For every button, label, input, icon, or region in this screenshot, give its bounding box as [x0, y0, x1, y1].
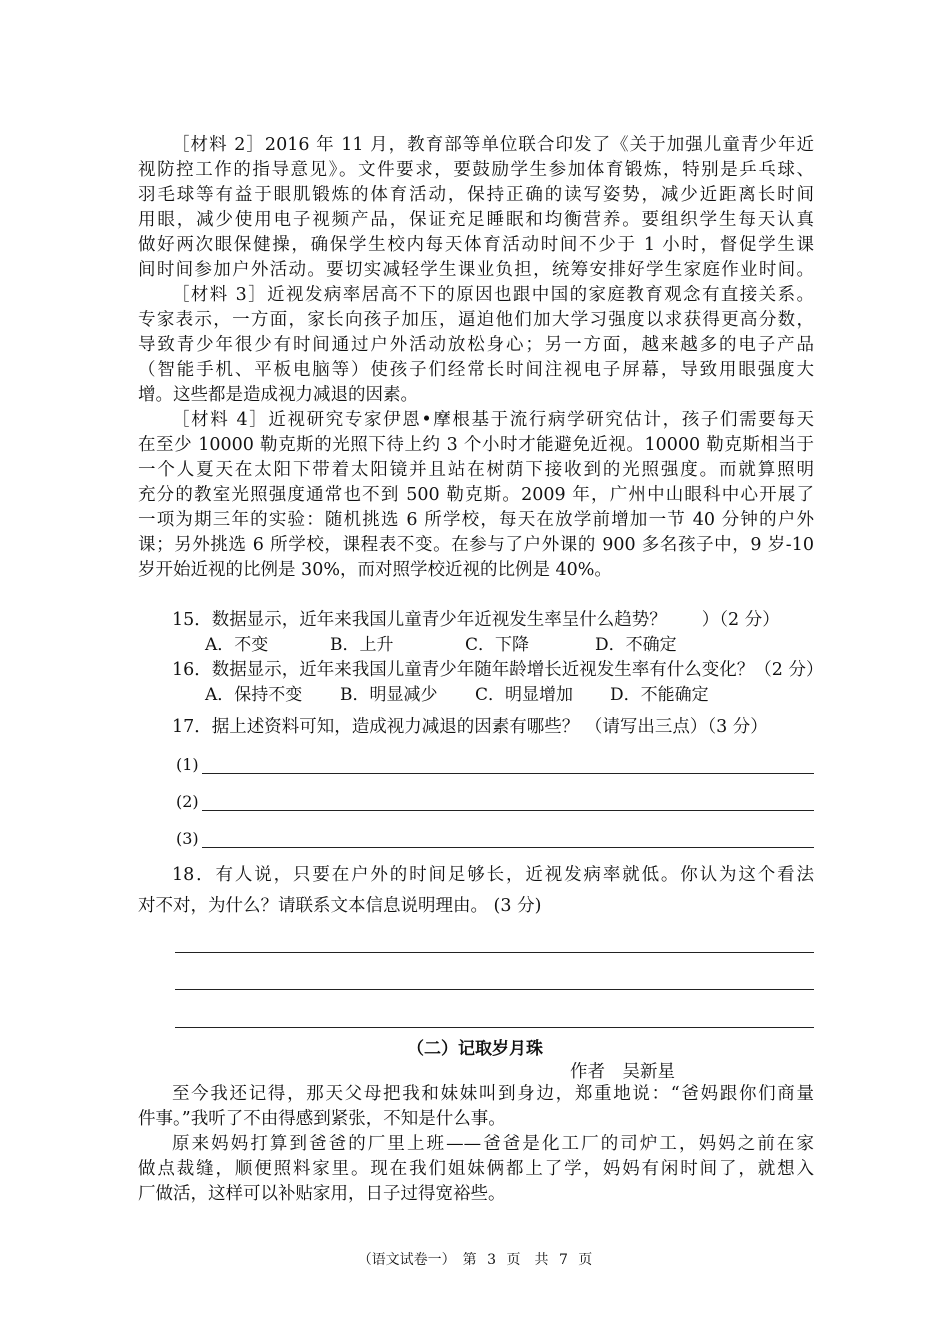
option-c[interactable]: C．下降 [465, 635, 530, 655]
material2-line: 用眼，减少使用电子视频产品，保证充足睡眠和均衡营养。要组织学生每天认真 [138, 210, 814, 230]
material2-line: 间时间参加户外活动。要切实减轻学生课业负担，统筹安排好学生家庭作业时间。 [138, 260, 814, 280]
material4-line: 一项为期三年的实验：随机挑选 6 所学校，每天在放学前增加一节 40 分钟的户外 [138, 510, 814, 530]
answer-line-2[interactable] [202, 810, 814, 811]
question-16-options [205, 683, 709, 708]
material3-line: 增。这些都是造成视力减退的因素。 [138, 385, 418, 405]
answer-line-1[interactable] [202, 773, 814, 774]
material2-line: 做好两次眼保健操，确保学生校内每天体育活动时间不少于 1 小时，督促学生课 [138, 235, 814, 255]
material3-line: （智能手机、平板电脑等）使孩子们经常长时间注视电子屏幕，导致用眼强度大 [138, 360, 814, 380]
answer-line-18b[interactable] [175, 989, 814, 990]
question-15: 15．数据显示，近年来我国儿童青少年近视发生率呈什么趋势？ ）（2 分） [172, 610, 780, 630]
material2-line: ［材料 2］2016 年 11 月，教育部等单位联合印发了《关于加强儿童青少年近 [172, 135, 814, 155]
question-18-line: 18．有人说，只要在户外的时间足够长，近视发病率就低。你认为这个看法 [172, 865, 814, 885]
story-line: 厂做活，这样可以补贴家用，日子过得宽裕些。 [138, 1184, 506, 1204]
question-17: 17．据上述资料可知，造成视力减退的因素有哪些？ （请写出三点）（3 分） [172, 717, 768, 737]
material4-line: 岁开始近视的比例是 30%，而对照学校近视的比例是 40%。 [138, 560, 612, 580]
question-18-line: 对不对，为什么？请联系文本信息说明理由。 (3 分) [138, 896, 542, 916]
story-line: 至今我还记得，那天父母把我和妹妹叫到身边，郑重地说：“爸妈跟你们商量 [172, 1084, 814, 1104]
option-a[interactable]: A．保持不变 [205, 685, 303, 705]
option-b[interactable]: B．明显减少 [340, 685, 438, 705]
section-title: （二）记取岁月珠 [407, 1039, 543, 1059]
option-a[interactable]: A．不变 [205, 635, 269, 655]
answer-line-18a[interactable] [175, 952, 814, 953]
material2-line: 视防控工作的指导意见》。文件要求，要鼓励学生参加体育锻炼，特别是乒乓球、 [138, 160, 814, 180]
story-line: 做点裁缝，顺便照料家里。现在我们姐妹俩都上了学，妈妈有闲时间了，就想入 [138, 1159, 814, 1179]
answer-label-2: (2) [176, 792, 199, 811]
answer-line-3[interactable] [202, 847, 814, 848]
material4-line: 一个人夏天在太阳下带着太阳镜并且站在树荫下接收到的光照强度。而就算照明 [138, 460, 814, 480]
material4-line: ［材料 4］近视研究专家伊恩•摩根基于流行病学研究估计，孩子们需要每天 [172, 410, 814, 430]
material4-line: 在至少 10000 勒克斯的光照下待上约 3 个小时才能避免近视。10000 勒克斯相当于 [138, 435, 814, 455]
option-c[interactable]: C．明显增加 [475, 685, 574, 705]
question-15-options [205, 633, 677, 658]
material3-line: ［材料 3］近视发病率居高不下的原因也跟中国的家庭教育观念有直接关系。 [172, 285, 814, 305]
answer-label-1: (1) [176, 755, 199, 774]
material2-line: 羽毛球等有益于眼肌锻炼的体育活动，保持正确的读写姿势，减少近距离长时间 [138, 185, 814, 205]
material3-line: 导致青少年很少有时间通过户外活动放松身心；另一方面，越来越多的电子产品 [138, 335, 814, 355]
story-line: 件事。”我听了不由得感到紧张，不知是什么事。 [138, 1109, 506, 1129]
material3-line: 专家表示，一方面，家长向孩子加压，逼迫他们加大学习强度以求获得更高分数， [138, 310, 814, 330]
option-d[interactable]: D．不确定 [595, 635, 677, 655]
story-line: 原来妈妈打算到爸爸的厂里上班——爸爸是化工厂的司炉工，妈妈之前在家 [172, 1134, 814, 1154]
material4-line: 课；另外挑选 6 所学校，课程表不变。在参与了户外课的 900 多名孩子中，9 岁-10 [138, 535, 814, 555]
material4-line: 充分的教室光照强度通常也不到 500 勒克斯。2009 年，广州中山眼科中心开展了 [138, 485, 814, 505]
page-footer: （语文试卷一） 第 3 页 共 7 页 [357, 1252, 593, 1268]
answer-line-18c[interactable] [175, 1027, 814, 1028]
answer-label-3: (3) [176, 829, 199, 848]
option-b[interactable]: B．上升 [330, 635, 394, 655]
question-16: 16．数据显示，近年来我国儿童青少年随年龄增长近视发生率有什么变化？（2 分） [172, 660, 824, 680]
option-d[interactable]: D．不能确定 [610, 685, 709, 705]
author-line: 作者 吴新星 [570, 1062, 675, 1082]
